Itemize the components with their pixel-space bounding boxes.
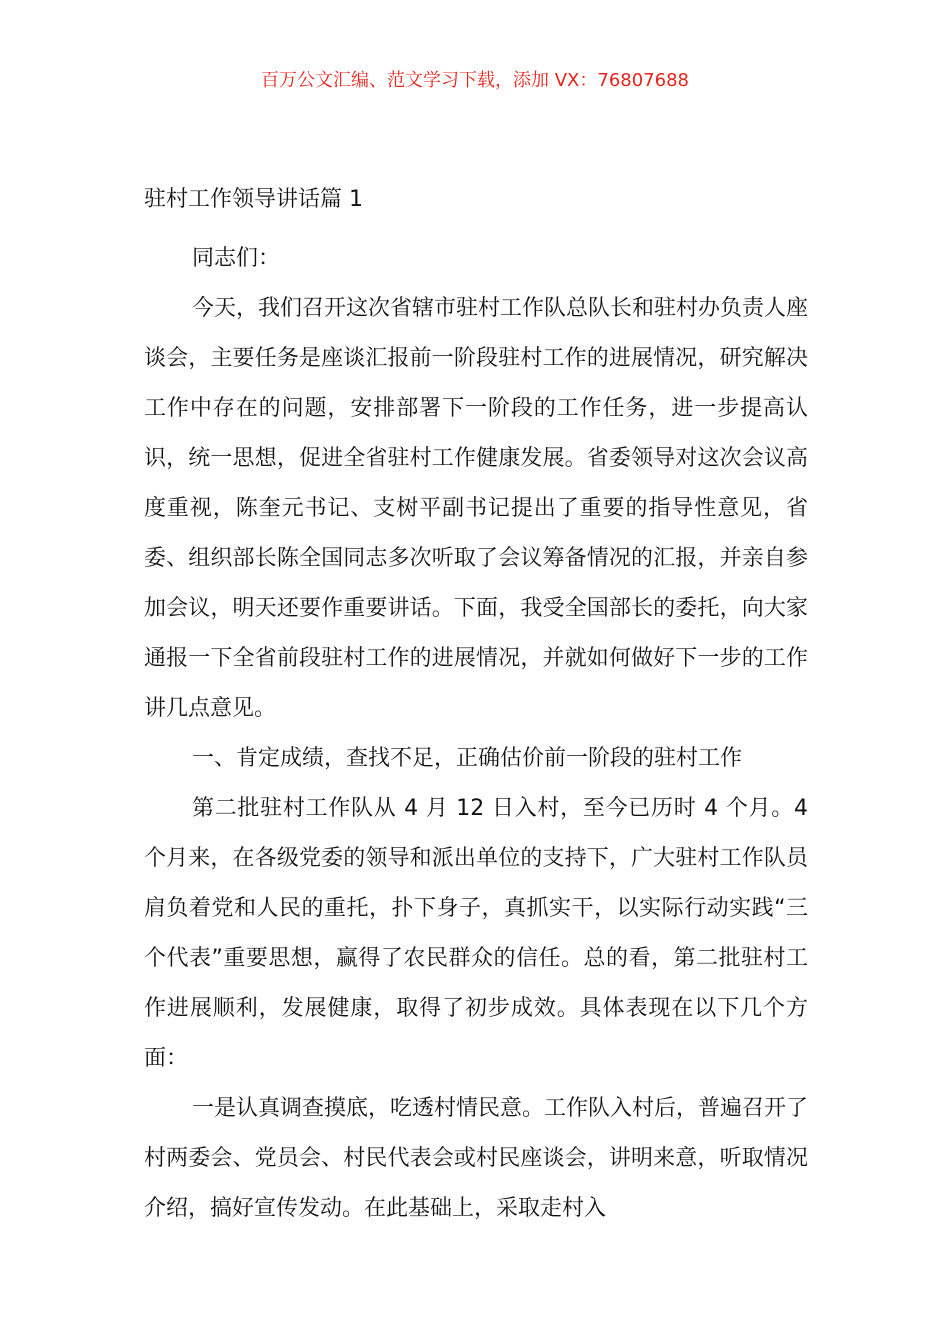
paragraph-intro: 今天，我们召开这次省辖市驻村工作队总队长和驻村办负责人座谈会，主要任务是座谈汇报前一阶段驻村工作的进展情况，研究解决工作中存在的问题，安排部署下一阶段的工作任务，进一步提高认识，统一思想，促进全省驻村工作健康发展。省委领导对这次会议高度重视，陈奎元书记、支树平副书记提出了重要的指导性意见，省委、组织部长陈全国同志多次听取了会议筹备情况的汇报，并亲自参加会议，明天还要作重要讲话。下面，我受全国部长的委托，向大家通报一下全省前段驻村工作的进展情况，并就如何做好下一步的工作讲几点意见。 [144, 296, 809, 721]
header-banner: 百万公文汇编、范文学习下载，添加 VX：76807688 [261, 70, 689, 91]
paragraph-point-one: 一是认真调查摸底，吃透村情民意。工作队入村后，普遍召开了村两委会、党员会、村民代表会或村民座谈会，讲明来意，听取情况介绍，搞好宣传发动。在此基础上，采取走村入 [144, 1096, 809, 1221]
paragraph-progress: 第二批驻村工作队从 4 月 12 日入村，至今已历时 4 个月。4 个月来，在各级党委的领导和派出单位的支持下，广大驻村工作队员肩负着党和人民的重托，扑下身子，真抓实干，以实际行动实践“三个代表”重要思想，赢得了农民群众的信任。总的看，第二批驻村工作进展顺利，发展健康，取得了初步成效。具体表现在以下几个方面： [144, 796, 808, 1071]
document-body [144, 234, 808, 1234]
document-title: 驻村工作领导讲话篇 1 [144, 187, 363, 212]
paragraph-section-heading: 一、肯定成绩，查找不足，正确估价前一阶段的驻村工作 [192, 746, 743, 771]
paragraph-salutation: 同志们： [192, 246, 281, 271]
